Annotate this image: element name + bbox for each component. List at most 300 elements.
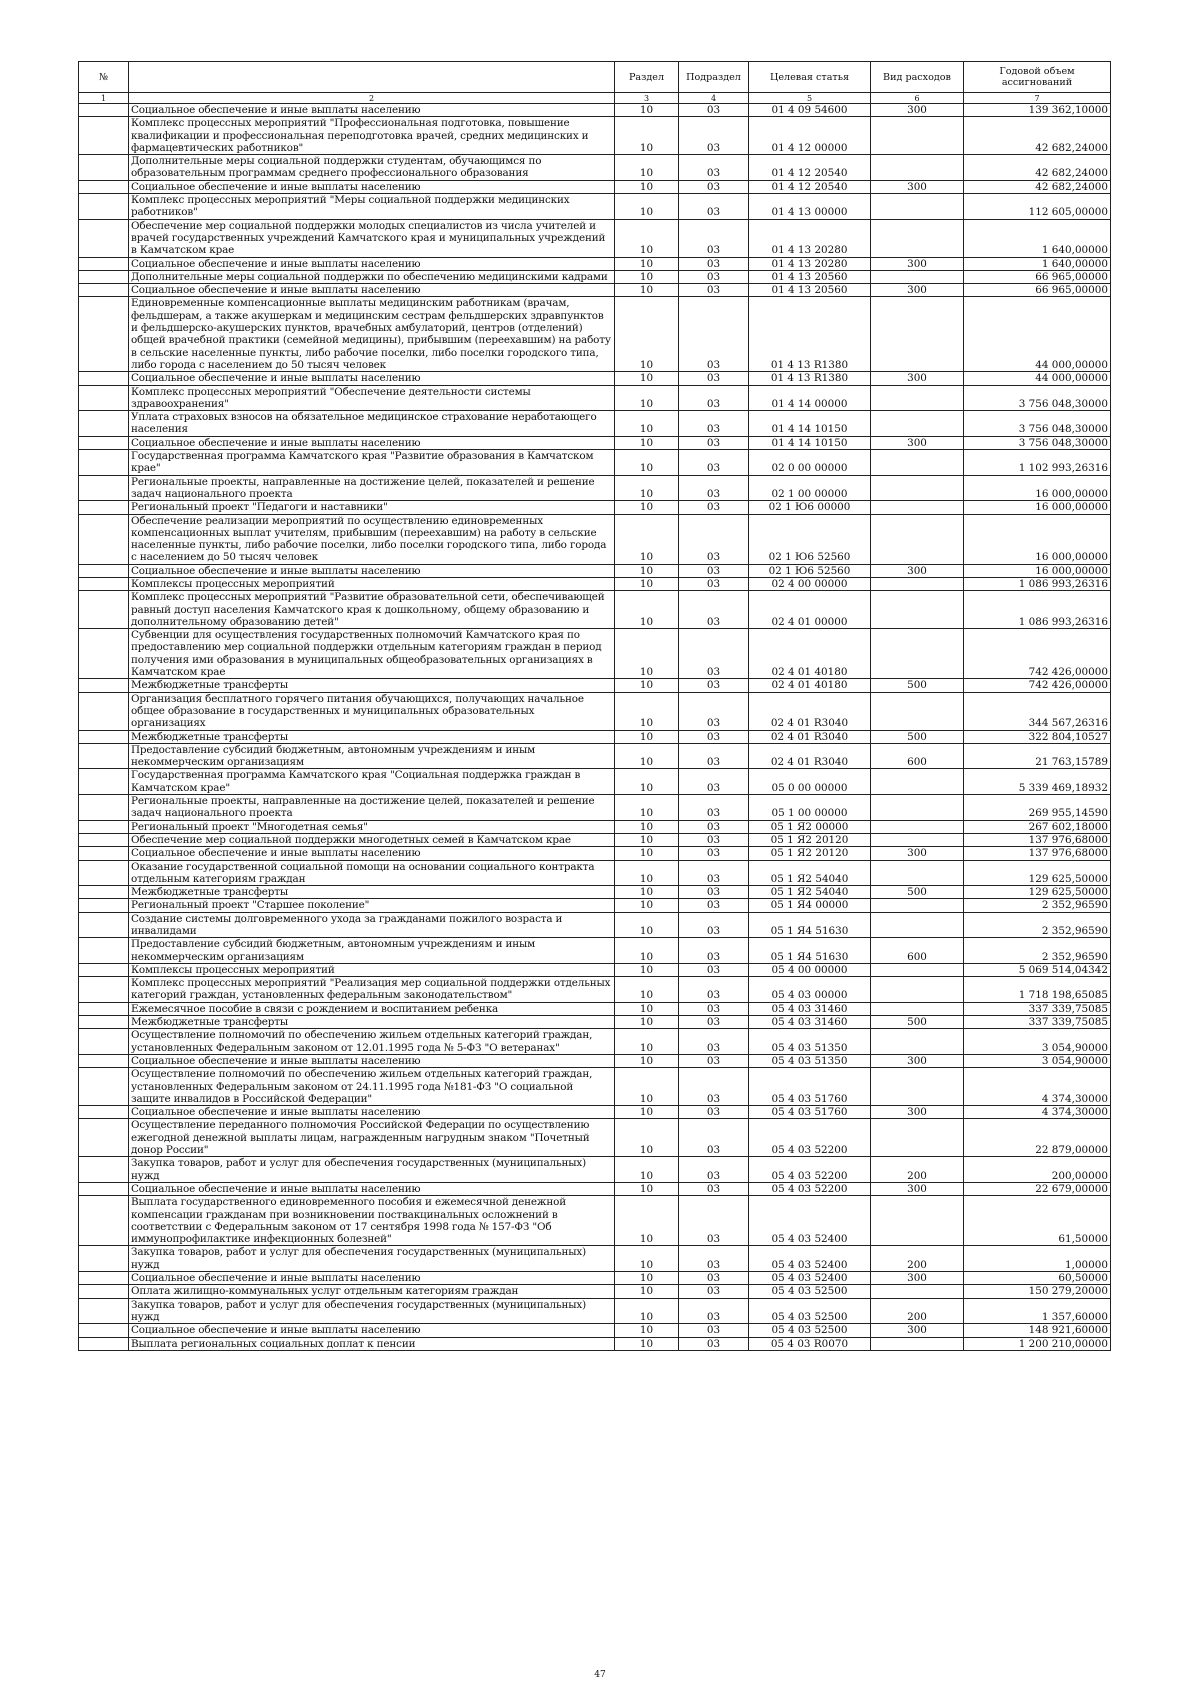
cell-podrazdel: 03	[679, 284, 749, 297]
cell-no	[79, 860, 129, 886]
cell-target: 05 4 03 00000	[749, 977, 871, 1003]
cell-no	[79, 912, 129, 938]
cell-no	[79, 730, 129, 743]
cell-no	[79, 117, 129, 155]
cell-razdel: 10	[615, 450, 679, 476]
cell-name: Дополнительные меры социальной поддержки по обеспечению медицинскими кадрами	[129, 270, 615, 283]
cell-no	[79, 1119, 129, 1157]
colnum-3: 3	[615, 93, 679, 104]
cell-name: Обеспечение мер социальной поддержки многодетных семей в Камчатском крае	[129, 833, 615, 846]
cell-target: 01 4 09 54600	[749, 104, 871, 117]
table-row	[79, 475, 1111, 501]
table-row	[79, 257, 1111, 270]
header-razdel: Раздел	[615, 62, 679, 93]
cell-target: 05 1 Я2 54040	[749, 860, 871, 886]
cell-podrazdel: 03	[679, 1182, 749, 1195]
header-vid: Вид расходов	[871, 62, 964, 93]
cell-razdel: 10	[615, 833, 679, 846]
cell-target: 02 4 01 40180	[749, 629, 871, 679]
cell-amount: 42 682,24000	[964, 180, 1111, 193]
cell-amount: 4 374,30000	[964, 1068, 1111, 1106]
cell-vid	[871, 820, 964, 833]
table-row	[79, 1119, 1111, 1157]
cell-name: Региональные проекты, направленные на достижение целей, показателей и решение задач национального проекта	[129, 795, 615, 821]
cell-name: Предоставление субсидий бюджетным, автономным учреждениям и иным некоммерческим организациям	[129, 938, 615, 964]
cell-vid: 300	[871, 1272, 964, 1285]
cell-name: Комплексы процессных мероприятий	[129, 577, 615, 590]
cell-vid: 500	[871, 1016, 964, 1029]
cell-razdel: 10	[615, 385, 679, 411]
cell-amount: 42 682,24000	[964, 155, 1111, 181]
cell-vid: 500	[871, 886, 964, 899]
cell-podrazdel: 03	[679, 1016, 749, 1029]
cell-name: Региональный проект "Педагоги и наставники"	[129, 501, 615, 514]
cell-target: 01 4 14 10150	[749, 436, 871, 449]
colnum-2: 2	[129, 93, 615, 104]
cell-amount: 337 339,75085	[964, 1002, 1111, 1015]
cell-podrazdel: 03	[679, 692, 749, 730]
cell-name: Обеспечение реализации мероприятий по осуществлению единовременных компенсационных выплат учителям, прибывшим (переехавшим) на работу в сельские населенные пункты, либо рабочие поселки, либо поселки городского типа, либо города с населением до 50 тысяч человек	[129, 514, 615, 564]
cell-razdel: 10	[615, 730, 679, 743]
cell-amount: 344 567,26316	[964, 692, 1111, 730]
cell-amount: 2 352,96590	[964, 938, 1111, 964]
cell-no	[79, 436, 129, 449]
table-row	[79, 847, 1111, 860]
cell-no	[79, 297, 129, 372]
cell-vid	[871, 1029, 964, 1055]
table-row	[79, 1182, 1111, 1195]
cell-target: 01 4 13 R1380	[749, 297, 871, 372]
cell-amount: 16 000,00000	[964, 514, 1111, 564]
table-row	[79, 769, 1111, 795]
cell-vid	[871, 629, 964, 679]
cell-target: 02 4 01 00000	[749, 591, 871, 629]
cell-target: 05 1 Я2 20120	[749, 833, 871, 846]
cell-name: Закупка товаров, работ и услуг для обеспечения государственных (муниципальных) нужд	[129, 1298, 615, 1324]
cell-no	[79, 795, 129, 821]
cell-podrazdel: 03	[679, 886, 749, 899]
cell-no	[79, 372, 129, 385]
cell-no	[79, 194, 129, 220]
cell-podrazdel: 03	[679, 436, 749, 449]
cell-vid	[871, 194, 964, 220]
cell-podrazdel: 03	[679, 257, 749, 270]
cell-no	[79, 284, 129, 297]
cell-vid: 600	[871, 938, 964, 964]
cell-amount: 4 374,30000	[964, 1106, 1111, 1119]
cell-target: 02 1 Ю6 52560	[749, 564, 871, 577]
cell-podrazdel: 03	[679, 860, 749, 886]
cell-razdel: 10	[615, 436, 679, 449]
cell-vid: 300	[871, 1054, 964, 1067]
cell-razdel: 10	[615, 117, 679, 155]
cell-no	[79, 270, 129, 283]
cell-podrazdel: 03	[679, 297, 749, 372]
cell-podrazdel: 03	[679, 194, 749, 220]
cell-razdel: 10	[615, 769, 679, 795]
cell-no	[79, 1029, 129, 1055]
cell-amount: 1 102 993,26316	[964, 450, 1111, 476]
cell-no	[79, 1054, 129, 1067]
cell-no	[79, 104, 129, 117]
table-row	[79, 194, 1111, 220]
cell-name: Социальное обеспечение и иные выплаты населению	[129, 1106, 615, 1119]
cell-razdel: 10	[615, 629, 679, 679]
cell-vid	[871, 899, 964, 912]
cell-name: Региональный проект "Старшее поколение"	[129, 899, 615, 912]
cell-podrazdel: 03	[679, 820, 749, 833]
cell-no	[79, 385, 129, 411]
cell-name: Предоставление субсидий бюджетным, автономным учреждениям и иным некоммерческим организациям	[129, 743, 615, 769]
cell-name: Социальное обеспечение и иные выплаты населению	[129, 284, 615, 297]
cell-name: Оплата жилищно-коммунальных услуг отдельным категориям граждан	[129, 1285, 615, 1298]
cell-no	[79, 886, 129, 899]
cell-name: Осуществление переданного полномочия Российской Федерации по осуществлению ежегодной денежной выплаты лицам, награжденным нагрудным знаком "Почетный донор России"	[129, 1119, 615, 1157]
cell-razdel: 10	[615, 1002, 679, 1015]
cell-podrazdel: 03	[679, 1246, 749, 1272]
cell-name: Выплата государственного единовременного пособия и ежемесячной денежной компенсации гражданам при возникновении поствакцинальных осложнений в соответствии с Федеральным законом от 17 сентября 1998 года № 157-ФЗ "Об иммунопрофилактике инфекционных болезней"	[129, 1196, 615, 1246]
cell-razdel: 10	[615, 564, 679, 577]
cell-podrazdel: 03	[679, 1272, 749, 1285]
table-body	[79, 104, 1111, 1351]
cell-target: 02 1 00 00000	[749, 475, 871, 501]
cell-no	[79, 1016, 129, 1029]
cell-name: Социальное обеспечение и иные выплаты населению	[129, 180, 615, 193]
cell-no	[79, 899, 129, 912]
cell-podrazdel: 03	[679, 1337, 749, 1350]
table-row	[79, 450, 1111, 476]
cell-target: 02 0 00 00000	[749, 450, 871, 476]
cell-no	[79, 1068, 129, 1106]
cell-name: Государственная программа Камчатского края "Развитие образования в Камчатском крае"	[129, 450, 615, 476]
cell-vid	[871, 411, 964, 437]
cell-podrazdel: 03	[679, 501, 749, 514]
cell-razdel: 10	[615, 1337, 679, 1350]
cell-amount: 21 763,15789	[964, 743, 1111, 769]
cell-amount: 61,50000	[964, 1196, 1111, 1246]
cell-razdel: 10	[615, 820, 679, 833]
cell-amount: 129 625,50000	[964, 886, 1111, 899]
table-row	[79, 372, 1111, 385]
cell-podrazdel: 03	[679, 385, 749, 411]
cell-razdel: 10	[615, 886, 679, 899]
cell-target: 02 4 00 00000	[749, 577, 871, 590]
cell-no	[79, 1106, 129, 1119]
cell-podrazdel: 03	[679, 270, 749, 283]
table-row	[79, 629, 1111, 679]
cell-vid: 300	[871, 436, 964, 449]
cell-amount: 200,00000	[964, 1157, 1111, 1183]
cell-target: 01 4 13 R1380	[749, 372, 871, 385]
table-row	[79, 297, 1111, 372]
table-row	[79, 679, 1111, 692]
table-row	[79, 886, 1111, 899]
cell-razdel: 10	[615, 1285, 679, 1298]
cell-no	[79, 1196, 129, 1246]
cell-target: 02 4 01 R3040	[749, 730, 871, 743]
cell-amount: 3 756 048,30000	[964, 436, 1111, 449]
cell-razdel: 10	[615, 743, 679, 769]
cell-name: Государственная программа Камчатского края "Социальная поддержка граждан в Камчатском крае"	[129, 769, 615, 795]
cell-target: 02 4 01 40180	[749, 679, 871, 692]
table-row	[79, 1324, 1111, 1337]
cell-podrazdel: 03	[679, 1054, 749, 1067]
cell-amount: 44 000,00000	[964, 372, 1111, 385]
cell-amount: 1 640,00000	[964, 257, 1111, 270]
table-row	[79, 692, 1111, 730]
cell-no	[79, 1182, 129, 1195]
cell-vid: 600	[871, 743, 964, 769]
cell-amount: 16 000,00000	[964, 564, 1111, 577]
cell-razdel: 10	[615, 257, 679, 270]
cell-razdel: 10	[615, 1182, 679, 1195]
cell-razdel: 10	[615, 899, 679, 912]
cell-podrazdel: 03	[679, 450, 749, 476]
cell-amount: 137 976,68000	[964, 847, 1111, 860]
table-row	[79, 1106, 1111, 1119]
cell-amount: 742 426,00000	[964, 629, 1111, 679]
cell-no	[79, 450, 129, 476]
cell-target: 01 4 14 00000	[749, 385, 871, 411]
cell-vid: 300	[871, 180, 964, 193]
cell-podrazdel: 03	[679, 1324, 749, 1337]
cell-razdel: 10	[615, 1272, 679, 1285]
table-row	[79, 1016, 1111, 1029]
cell-name: Межбюджетные трансферты	[129, 886, 615, 899]
cell-no	[79, 411, 129, 437]
cell-razdel: 10	[615, 795, 679, 821]
cell-vid	[871, 833, 964, 846]
cell-amount: 1 086 993,26316	[964, 591, 1111, 629]
cell-razdel: 10	[615, 692, 679, 730]
cell-podrazdel: 03	[679, 743, 749, 769]
cell-name: Осуществление полномочий по обеспечению жильем отдельных категорий граждан, установленных Федеральным законом от 12.01.1995 года № 5-ФЗ "О ветеранах"	[129, 1029, 615, 1055]
cell-amount: 16 000,00000	[964, 501, 1111, 514]
table-row	[79, 564, 1111, 577]
cell-name: Оказание государственной социальной помощи на основании социального контракта отдельным категориям граждан	[129, 860, 615, 886]
cell-amount: 3 054,90000	[964, 1029, 1111, 1055]
cell-podrazdel: 03	[679, 514, 749, 564]
cell-podrazdel: 03	[679, 912, 749, 938]
cell-podrazdel: 03	[679, 629, 749, 679]
cell-vid: 500	[871, 730, 964, 743]
cell-name: Социальное обеспечение и иные выплаты населению	[129, 1272, 615, 1285]
table-row	[79, 270, 1111, 283]
cell-no	[79, 257, 129, 270]
cell-amount: 3 756 048,30000	[964, 411, 1111, 437]
cell-podrazdel: 03	[679, 591, 749, 629]
cell-no	[79, 963, 129, 976]
cell-amount: 742 426,00000	[964, 679, 1111, 692]
cell-no	[79, 219, 129, 257]
cell-amount: 2 352,96590	[964, 899, 1111, 912]
cell-amount: 1,00000	[964, 1246, 1111, 1272]
cell-podrazdel: 03	[679, 977, 749, 1003]
cell-amount: 3 054,90000	[964, 1054, 1111, 1067]
cell-vid	[871, 297, 964, 372]
cell-no	[79, 1002, 129, 1015]
cell-no	[79, 769, 129, 795]
cell-target: 05 4 03 52500	[749, 1298, 871, 1324]
header-podrazdel: Подраздел	[679, 62, 749, 93]
cell-name: Комплекс процессных мероприятий "Реализация мер социальной поддержки отдельных категорий граждан, установленных федеральным законодательством"	[129, 977, 615, 1003]
cell-target: 05 4 03 51350	[749, 1054, 871, 1067]
cell-vid: 200	[871, 1246, 964, 1272]
cell-razdel: 10	[615, 1016, 679, 1029]
cell-vid	[871, 977, 964, 1003]
cell-amount: 60,50000	[964, 1272, 1111, 1285]
cell-target: 05 4 03 52500	[749, 1324, 871, 1337]
cell-no	[79, 629, 129, 679]
cell-vid	[871, 860, 964, 886]
cell-name: Социальное обеспечение и иные выплаты населению	[129, 257, 615, 270]
cell-no	[79, 591, 129, 629]
cell-vid	[871, 155, 964, 181]
cell-podrazdel: 03	[679, 1285, 749, 1298]
cell-razdel: 10	[615, 847, 679, 860]
cell-amount: 1 718 198,65085	[964, 977, 1111, 1003]
cell-target: 05 1 Я2 00000	[749, 820, 871, 833]
cell-no	[79, 1272, 129, 1285]
cell-vid: 300	[871, 104, 964, 117]
cell-amount: 66 965,00000	[964, 284, 1111, 297]
cell-target: 05 1 Я4 00000	[749, 899, 871, 912]
cell-razdel: 10	[615, 1246, 679, 1272]
cell-target: 02 1 Ю6 52560	[749, 514, 871, 564]
cell-no	[79, 180, 129, 193]
table-row	[79, 1272, 1111, 1285]
cell-amount: 1 357,60000	[964, 1298, 1111, 1324]
cell-razdel: 10	[615, 591, 679, 629]
cell-target: 05 4 03 52400	[749, 1246, 871, 1272]
cell-amount: 1 086 993,26316	[964, 577, 1111, 590]
cell-name: Комплекс процессных мероприятий "Меры социальной поддержки медицинских работников"	[129, 194, 615, 220]
cell-target: 05 4 03 R0070	[749, 1337, 871, 1350]
cell-vid	[871, 385, 964, 411]
cell-razdel: 10	[615, 284, 679, 297]
cell-razdel: 10	[615, 963, 679, 976]
table-row	[79, 1337, 1111, 1350]
cell-amount: 5 339 469,18932	[964, 769, 1111, 795]
cell-podrazdel: 03	[679, 847, 749, 860]
table-row	[79, 501, 1111, 514]
cell-vid: 300	[871, 284, 964, 297]
table-row	[79, 912, 1111, 938]
cell-podrazdel: 03	[679, 564, 749, 577]
cell-name: Социальное обеспечение и иные выплаты населению	[129, 104, 615, 117]
cell-name: Комплекс процессных мероприятий "Развитие образовательной сети, обеспечивающей равный доступ населения Камчатского края к дошкольному, общему образованию и дополнительному образованию детей"	[129, 591, 615, 629]
cell-amount: 22 879,00000	[964, 1119, 1111, 1157]
colnum-1: 1	[79, 93, 129, 104]
table-row	[79, 411, 1111, 437]
table-row	[79, 155, 1111, 181]
cell-podrazdel: 03	[679, 963, 749, 976]
cell-target: 02 4 01 R3040	[749, 743, 871, 769]
cell-vid	[871, 769, 964, 795]
cell-vid: 300	[871, 1324, 964, 1337]
cell-amount: 337 339,75085	[964, 1016, 1111, 1029]
cell-target: 05 4 03 31460	[749, 1016, 871, 1029]
cell-no	[79, 679, 129, 692]
cell-vid	[871, 1002, 964, 1015]
cell-vid	[871, 270, 964, 283]
header-target: Целевая статья	[749, 62, 871, 93]
cell-target: 05 0 00 00000	[749, 769, 871, 795]
cell-podrazdel: 03	[679, 1298, 749, 1324]
table-row	[79, 938, 1111, 964]
cell-name: Обеспечение мер социальной поддержки молодых специалистов из числа учителей и врачей государственных учреждений Камчатского края и муниципальных учреждений в Камчатском крае	[129, 219, 615, 257]
cell-podrazdel: 03	[679, 219, 749, 257]
cell-target: 01 4 12 00000	[749, 117, 871, 155]
cell-name: Региональные проекты, направленные на достижение целей, показателей и решение задач национального проекта	[129, 475, 615, 501]
cell-vid	[871, 117, 964, 155]
cell-name: Социальное обеспечение и иные выплаты населению	[129, 1182, 615, 1195]
cell-podrazdel: 03	[679, 372, 749, 385]
cell-razdel: 10	[615, 297, 679, 372]
cell-name: Социальное обеспечение и иные выплаты населению	[129, 1054, 615, 1067]
cell-vid	[871, 912, 964, 938]
cell-podrazdel: 03	[679, 1068, 749, 1106]
cell-vid	[871, 577, 964, 590]
cell-name: Осуществление полномочий по обеспечению жильем отдельных категорий граждан, установленных Федеральным законом от 24.11.1995 года №181-ФЗ "О социальной защите инвалидов в Российской Федерации"	[129, 1068, 615, 1106]
cell-vid: 300	[871, 1182, 964, 1195]
cell-name: Социальное обеспечение и иные выплаты населению	[129, 372, 615, 385]
cell-amount: 66 965,00000	[964, 270, 1111, 283]
cell-name: Ежемесячное пособие в связи с рождением и воспитанием ребенка	[129, 1002, 615, 1015]
table-row	[79, 860, 1111, 886]
cell-razdel: 10	[615, 514, 679, 564]
cell-name: Региональный проект "Многодетная семья"	[129, 820, 615, 833]
cell-podrazdel: 03	[679, 1002, 749, 1015]
table-row	[79, 977, 1111, 1003]
cell-no	[79, 977, 129, 1003]
cell-vid	[871, 514, 964, 564]
cell-razdel: 10	[615, 1054, 679, 1067]
cell-name: Социальное обеспечение и иные выплаты населению	[129, 564, 615, 577]
cell-vid	[871, 963, 964, 976]
cell-no	[79, 564, 129, 577]
cell-razdel: 10	[615, 194, 679, 220]
cell-target: 05 4 03 52200	[749, 1182, 871, 1195]
cell-no	[79, 692, 129, 730]
table-row	[79, 1054, 1111, 1067]
cell-target: 01 4 13 20280	[749, 219, 871, 257]
cell-no	[79, 1298, 129, 1324]
cell-target: 05 1 Я2 54040	[749, 886, 871, 899]
cell-target: 05 4 03 52400	[749, 1272, 871, 1285]
cell-vid: 300	[871, 1106, 964, 1119]
cell-vid: 300	[871, 847, 964, 860]
header-name	[129, 62, 615, 93]
cell-razdel: 10	[615, 860, 679, 886]
cell-razdel: 10	[615, 1029, 679, 1055]
cell-target: 05 4 03 52200	[749, 1157, 871, 1183]
cell-name: Единовременные компенсационные выплаты медицинским работникам (врачам, фельдшерам, а также акушеркам и медицинским сестрам фельдшерских здравпунктов и фельдшерско-акушерских пунктов, врачебных амбулаторий, центров (отделений) общей врачебной практики (семейной медицины), прибывшим (переехавшим) на работу в сельские населенные пункты, либо рабочие поселки, либо поселки городского типа, либо города с населением до 50 тысяч человек	[129, 297, 615, 372]
cell-name: Уплата страховых взносов на обязательное медицинское страхование неработающего населения	[129, 411, 615, 437]
cell-podrazdel: 03	[679, 679, 749, 692]
cell-vid: 300	[871, 564, 964, 577]
table-row	[79, 963, 1111, 976]
cell-razdel: 10	[615, 180, 679, 193]
cell-vid	[871, 501, 964, 514]
cell-razdel: 10	[615, 1157, 679, 1183]
table-row	[79, 1002, 1111, 1015]
cell-razdel: 10	[615, 219, 679, 257]
cell-name: Выплата региональных социальных доплат к пенсии	[129, 1337, 615, 1350]
cell-vid	[871, 1337, 964, 1350]
cell-vid	[871, 1119, 964, 1157]
cell-razdel: 10	[615, 104, 679, 117]
